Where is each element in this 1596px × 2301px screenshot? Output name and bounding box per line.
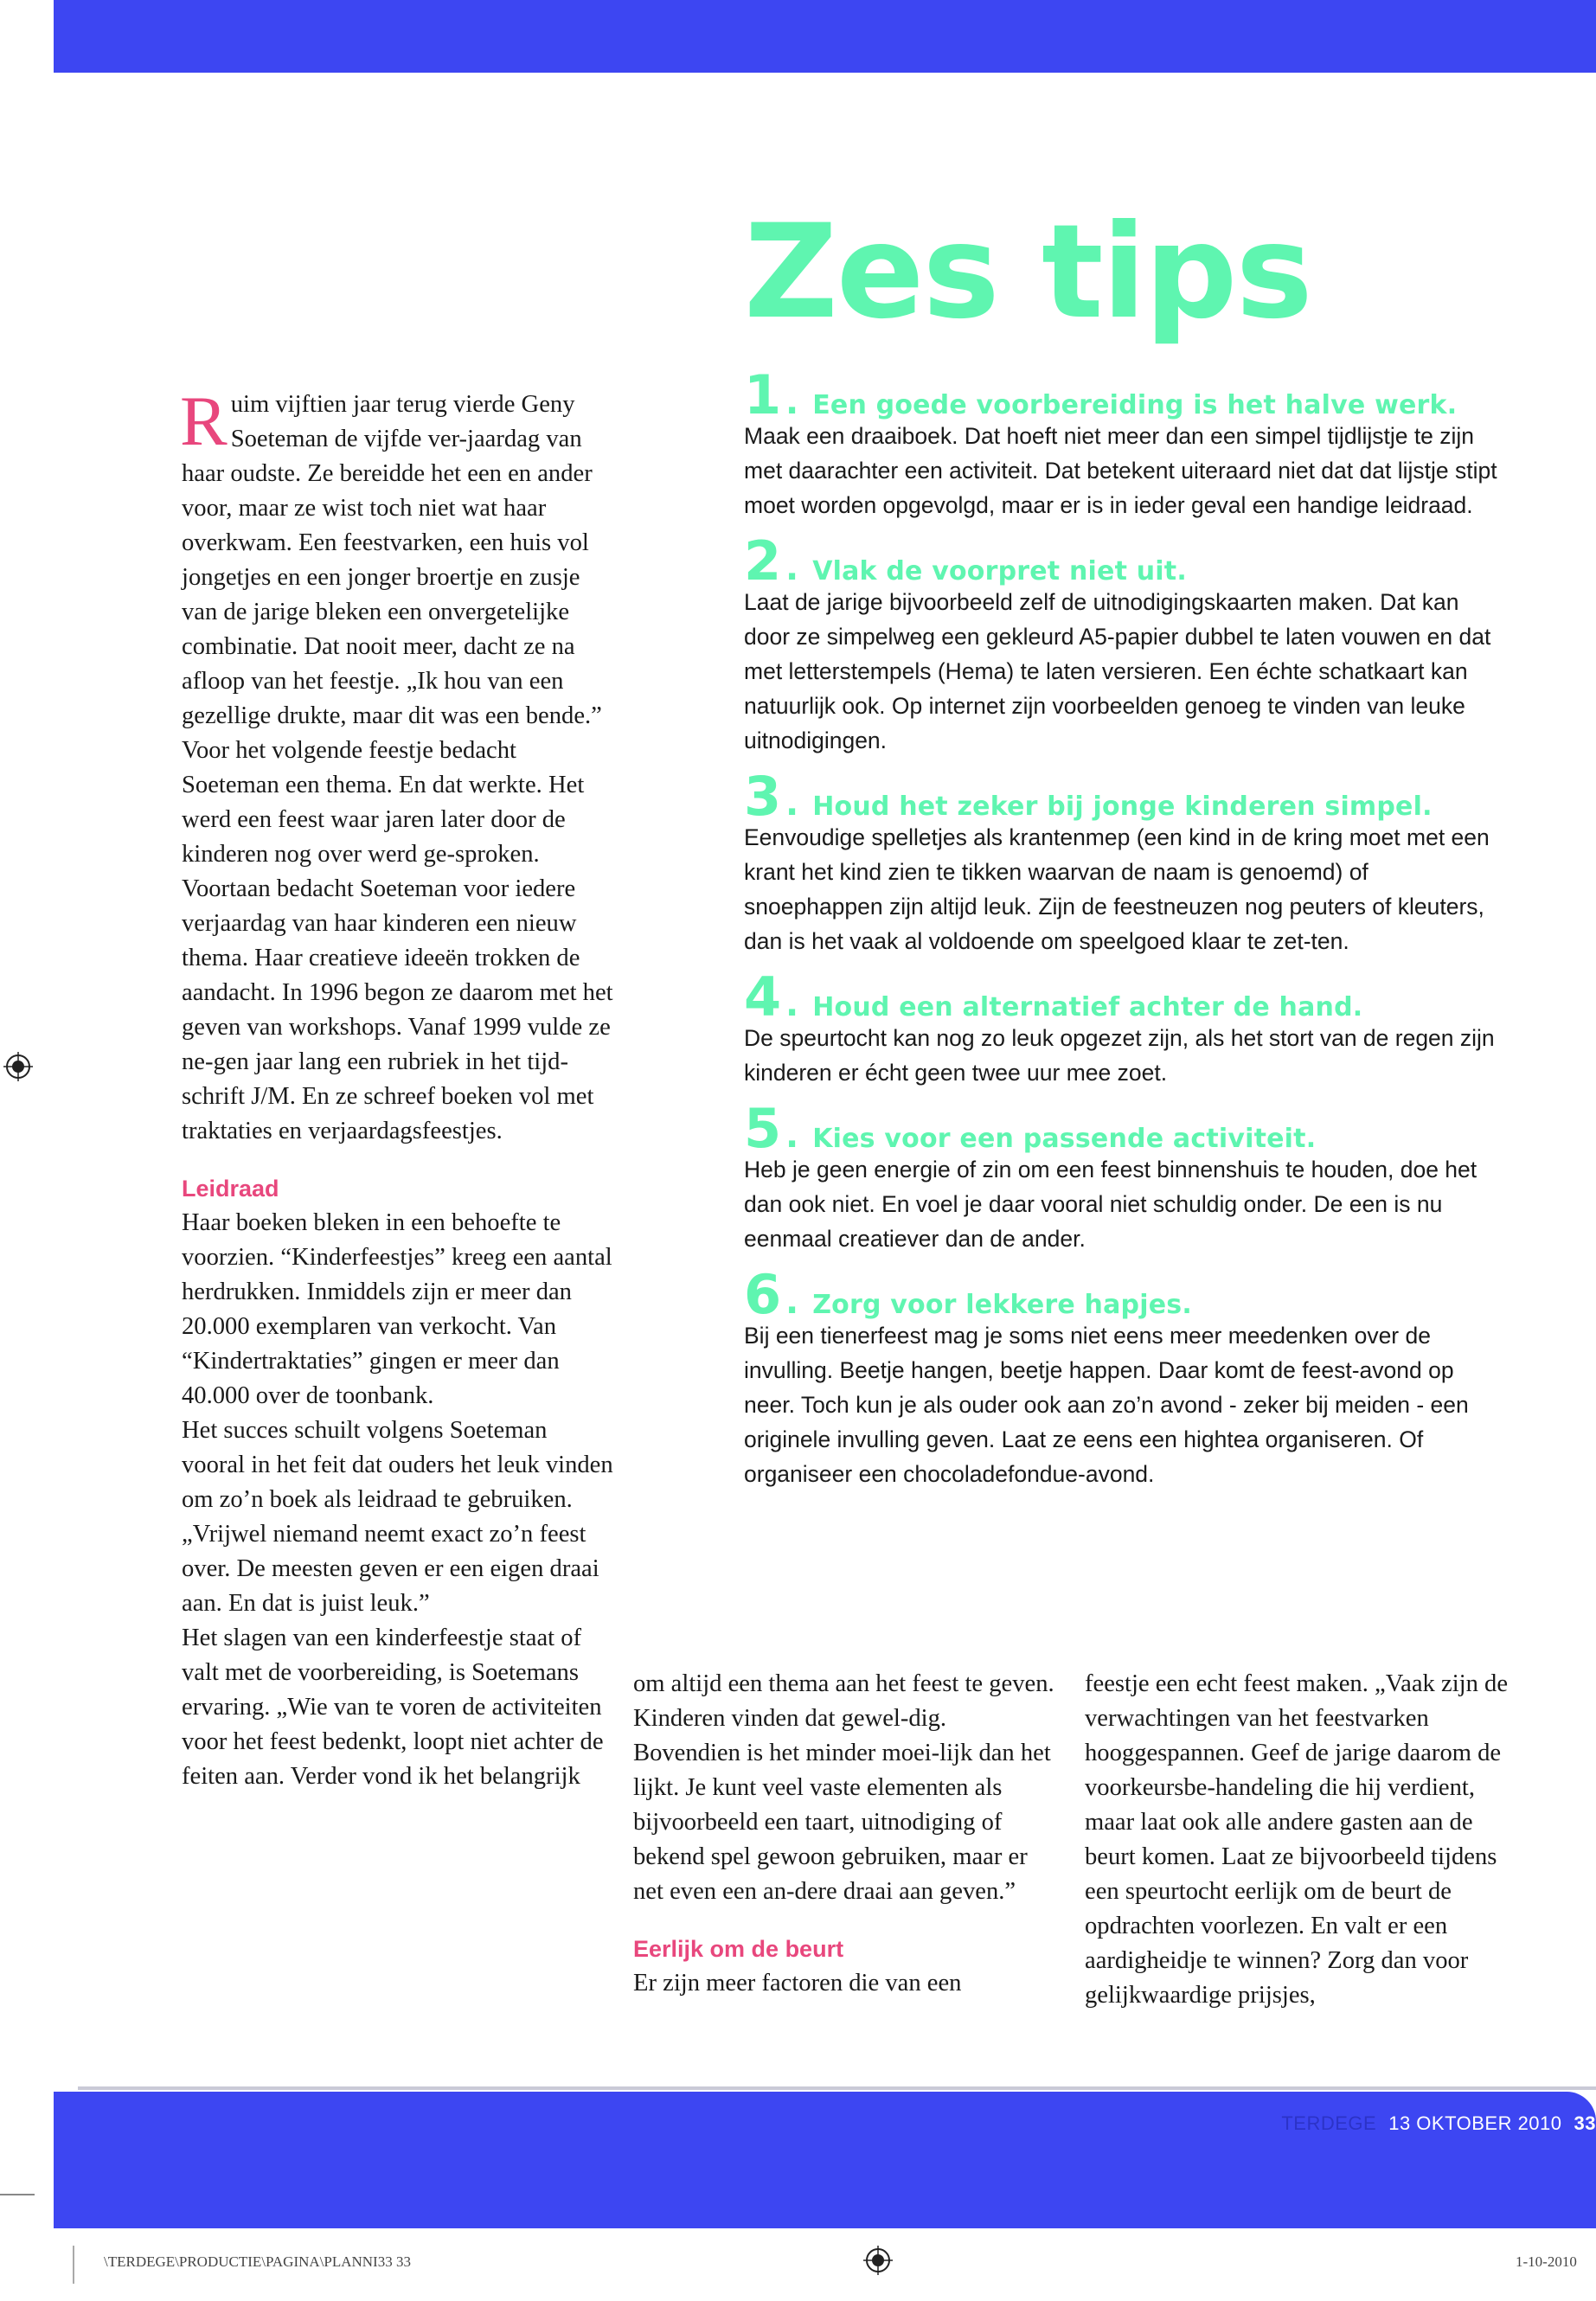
tip-body: Bij een tienerfeest mag je soms niet eens meer meedenken over de invulling. Beetje hangen, beetje happen. Daar komt de feest-avond op neer. Toch kun je als ouder ook aan zo’n avond - zeker bij meiden - een originele invulling geven. Laat ze eens een hightea organiseren. Of organiseer een chocoladefondue-avond.	[744, 1323, 1469, 1487]
registration-mark-icon	[3, 1052, 33, 1081]
body-paragraph: Het succes schuilt volgens Soeteman vooral in het feit dat ouders het leuk vinden om zo’n boek als leidraad te gebruiken. „Vrijwel niemand neemt exact zo’n feest over. De meesten geven er een eigen draai aan. En dat is juist leuk.”	[182, 1417, 613, 1617]
top-color-band	[54, 0, 1596, 73]
tip-body: Heb je geen energie of zin om een feest binnenshuis te houden, doe het dan ook niet. En voel je daar vooral niet schuldig onder. De een is nu eenmaal creatiever dan de ander.	[744, 1157, 1477, 1252]
tip-item: 3 . Houd het zeker bij jonge kinderen simpel. Eenvoudige spelletjes als krantenmep (een kind in de kring moet met een krant het kind zien te tikken waarvan de naam is genoemd) of snoephappen zijn altijd leuk. Zijn de feestneuzen nog peuters of kleuters, dan is het vaak al voldoende om speelgoed klaar te zet-ten.	[744, 773, 1505, 958]
tip-item: 5 . Kies voor een passende activiteit. Heb je geen energie of zin om een feest binnenshuis te houden, doe het dan ook niet. En voel je daar vooral niet schuldig onder. De een is nu eenmaal creatiever dan de ander.	[744, 1106, 1505, 1256]
crop-line	[0, 2194, 35, 2195]
tip-item: 1 . Een goede voorbereiding is het halve werk. Maak een draaiboek. Dat hoeft niet meer dan een simpel tijdlijstje te zijn met daarachter een activiteit. Dat betekent uiteraard niet dat dat lijstje stipt moet worden opgevolgd, maar er is in ieder geval een handige leidraad.	[744, 372, 1505, 522]
tip-body: Eenvoudige spelletjes als krantenmep (een kind in de kring moet met een krant het kind zien te tikken waarvan de naam is genoemd) of snoephappen zijn altijd leuk. Zijn de feestneuzen nog peuters of kleuters, dan is het vaak al voldoende om speelgoed klaar te zet-ten.	[744, 824, 1490, 954]
subheading-eerlijk: Eerlijk om de beurt	[633, 1936, 844, 1962]
slug-path: \TERDEGE\PRODUCTIE\PAGINA\PLANNI33 33	[104, 2253, 411, 2270]
slug-date: 1-10-2010	[1516, 2253, 1577, 2270]
footer-page-number: 33	[1574, 2112, 1596, 2134]
tip-title: Houd het zeker bij jonge kinderen simpel.	[812, 792, 1433, 822]
bottom-band-rule	[78, 2086, 1596, 2090]
body-paragraph: Voortaan bedacht Soeteman voor iedere verjaardag van haar kinderen een nieuw thema. Haar creatieve ideeën trokken de aandacht. In 1996 begon ze daarom met het geven van workshops. Vanaf 1999 vulde ze ne-gen jaar lang een rubriek in het tijd-schrift J/M. En ze schreef boeken vol met traktaties en verjaardagsfeestjes.	[182, 875, 613, 1144]
body-paragraph: feestje een echt feest maken. „Vaak zijn de verwachtingen van het feestvarken hooggespannen. Geef de jarige daarom de voorkeursbe-handeling die hij verdient, maar laat ook alle andere gasten aan de beurt komen. Laat ze bijvoorbeeld tijdens een speurtocht eerlijk om de beurt de opdrachten voorlezen. En valt er een aardigheidje te winnen? Zorg dan voor gelijkwaardige prijsjes,	[1085, 1670, 1509, 2009]
page-footer	[1281, 2112, 1596, 2135]
drop-cap: R	[180, 381, 228, 460]
subheading-leidraad: Leidraad	[182, 1176, 279, 1202]
registration-mark-icon	[863, 2246, 893, 2275]
tip-title: Vlak de voorpret niet uit.	[812, 556, 1187, 586]
article-column-middle	[633, 1667, 1059, 2001]
tip-item: 4 . Houd een alternatief achter de hand. De speurtocht kan nog zo leuk opgezet zijn, als het stort van de regen zijn kinderen er écht geen twee uur mee zoet.	[744, 974, 1505, 1090]
tip-number: 1	[744, 363, 782, 426]
tip-body: Laat de jarige bijvoorbeeld zelf de uitnodigingskaarten maken. Dat kan door ze simpelweg een gekleurd A5-papier dubbel te laten vouwen en dat met letterstempels (Hema) te laten versieren. Een échte schatkaart kan natuurlijk ook. Op internet zijn voorbeelden genoeg te vinden van leuke uitnodigingen.	[744, 589, 1491, 753]
body-paragraph: Er zijn meer factoren die van een	[633, 1970, 962, 1997]
body-paragraph: om altijd een thema aan het feest te geven. Kinderen vinden dat gewel-dig. Bovendien is het minder moei-lijk dan het lijkt. Je kunt veel vaste elementen als bijvoorbeeld een taart, uitnodiging of bekend spel gewoon gebruiken, maar er net even een an-dere draai aan geven.”	[633, 1670, 1054, 1905]
article-column-left	[180, 381, 614, 1794]
tip-title: Kies voor een passende activiteit.	[812, 1124, 1317, 1154]
page-title: Zes tips	[744, 197, 1311, 348]
tip-number: 6	[744, 1263, 782, 1326]
tip-item: 2 . Vlak de voorpret niet uit. Laat de jarige bijvoorbeeld zelf de uitnodigingskaarten maken. Dat kan door ze simpelweg een gekleurd A5-papier dubbel te laten vouwen en dat met letterstempels (Hema) te laten versieren. Een échte schatkaart kan natuurlijk ook. Op internet zijn voorbeelden genoeg te vinden van leuke uitnodigingen.	[744, 538, 1505, 758]
tip-body: Maak een draaiboek. Dat hoeft niet meer dan een simpel tijdlijstje te zijn met daarachter een activiteit. Dat betekent uiteraard niet dat dat lijstje stipt moet worden opgevolgd, maar er is in ieder geval een handige leidraad.	[744, 423, 1497, 518]
footer-brand: TERDEGE	[1281, 2112, 1377, 2134]
footer-date: 13 OKTOBER 2010	[1388, 2112, 1562, 2134]
tip-title: Een goede voorbereiding is het halve werk.	[812, 390, 1458, 420]
tip-title: Zorg voor lekkere hapjes.	[812, 1290, 1192, 1320]
intro-paragraph: Ruim vijftien jaar terug vierde Geny Soeteman de vijfde ver-jaardag van haar oudste. Ze bereidde het een en ander voor, maar ze wist toch niet wat haar overkwam. Een feestvarken, een huis vol jongetjes en een jonger broertje en zusje van de jarige bleken een onvergetelijke combinatie. Dat nooit meer, dacht ze na afloop van het feestje. „Ik hou van een gezellige drukte, maar dit was een bende.”	[180, 381, 602, 729]
tip-body: De speurtocht kan nog zo leuk opgezet zijn, als het stort van de regen zijn kinderen er écht geen twee uur mee zoet.	[744, 1025, 1495, 1086]
article-column-right	[1085, 1667, 1510, 2013]
tip-number: 3	[744, 765, 782, 828]
tip-number: 2	[744, 529, 782, 593]
body-paragraph: Haar boeken bleken in een behoefte te voorzien. “Kinderfeestjes” kreeg een aantal herdrukken. Inmiddels zijn er meer dan 20.000 exemplaren van verkocht. Van “Kindertraktaties” gingen er meer dan 40.000 over de toonbank.	[182, 1209, 612, 1409]
tip-item: 6 . Zorg voor lekkere hapjes. Bij een tienerfeest mag je soms niet eens meer meedenken over de invulling. Beetje hangen, beetje happen. Daar komt de feest-avond op neer. Toch kun je als ouder ook aan zo’n avond - zeker bij meiden - een originele invulling geven. Laat ze eens een hightea organiseren. Of organiseer een chocoladefondue-avond.	[744, 1272, 1505, 1491]
body-paragraph: Voor het volgende feestje bedacht Soeteman een thema. En dat werkte. Het werd een feest waar jaren later door de kinderen nog over werd ge-sproken.	[182, 737, 585, 868]
tip-title: Houd een alternatief achter de hand.	[812, 992, 1363, 1022]
tip-number: 4	[744, 965, 782, 1029]
crop-line	[73, 2246, 74, 2284]
tips-list	[744, 363, 1505, 1507]
body-paragraph: Het slagen van een kinderfeestje staat of valt met de voorbereiding, is Soetemans ervaring. „Wie van te voren de activiteiten voor het feest bedenkt, loopt niet achter de feiten aan. Verder vond ik het belangrijk	[182, 1625, 604, 1790]
tip-number: 5	[744, 1097, 782, 1160]
